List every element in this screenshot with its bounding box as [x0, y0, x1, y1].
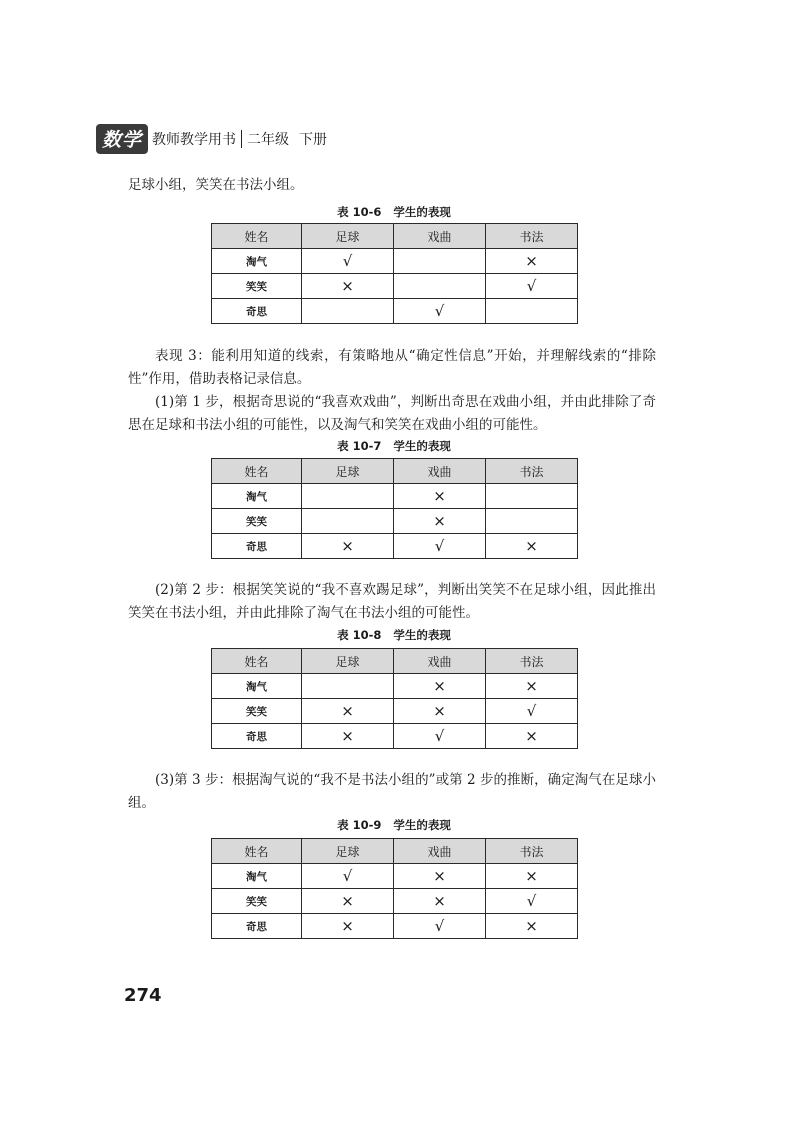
table-cell: ×: [486, 914, 578, 939]
table-10-7: [211, 458, 578, 559]
table-row: [212, 484, 578, 509]
table-10-8: [211, 648, 578, 749]
table-number: 表 10-6: [337, 205, 382, 219]
table-cell: ×: [394, 484, 486, 509]
student-name: 笑笑: [212, 509, 302, 534]
table-row: [212, 674, 578, 699]
table-cell: ×: [486, 674, 578, 699]
table-10-9-caption: [211, 817, 577, 833]
table-cell: ×: [486, 249, 578, 274]
table-cell: [486, 299, 578, 324]
header-calligraphy: 书法: [486, 839, 578, 864]
student-name: 笑笑: [212, 699, 302, 724]
table-cell: √: [394, 299, 486, 324]
table-row: [212, 249, 578, 274]
student-name: 奇思: [212, 299, 302, 324]
student-name: 奇思: [212, 724, 302, 749]
table-10-6: [211, 223, 578, 324]
table-cell: [302, 674, 394, 699]
paragraph-step-2: (2)第 2 步：根据笑笑说的“我不喜欢踢足球”，判断出笑笑不在足球小组，因此推出笑笑在书法小组，并由此排除了淘气在书法小组的可能性。: [128, 582, 656, 621]
table-cell: [302, 299, 394, 324]
table-cell: ×: [302, 889, 394, 914]
table-row: [212, 889, 578, 914]
table-row: [212, 914, 578, 939]
table-row: [212, 864, 578, 889]
table-cell: √: [394, 914, 486, 939]
table-cell: ×: [394, 889, 486, 914]
header-name: 姓名: [212, 649, 302, 674]
table-cell: √: [394, 724, 486, 749]
page-number: 274: [124, 985, 162, 1006]
header-calligraphy: 书法: [486, 649, 578, 674]
table-cell: [394, 274, 486, 299]
student-name: 淘气: [212, 674, 302, 699]
table-cell: ×: [486, 724, 578, 749]
table-row: [212, 299, 578, 324]
table-title: 学生的表现: [393, 205, 451, 219]
student-name: 淘气: [212, 484, 302, 509]
table-cell: ×: [394, 864, 486, 889]
header-opera: 戏曲: [394, 224, 486, 249]
header-name: 姓名: [212, 459, 302, 484]
subject-logo: 数学: [96, 124, 148, 154]
table-row: [212, 274, 578, 299]
header-football: 足球: [302, 839, 394, 864]
header-opera: 戏曲: [394, 839, 486, 864]
table-cell: ×: [394, 509, 486, 534]
table-cell: [302, 484, 394, 509]
student-name: 淘气: [212, 864, 302, 889]
table-cell: [302, 509, 394, 534]
table-row: [212, 509, 578, 534]
student-name: 笑笑: [212, 889, 302, 914]
header-calligraphy: 书法: [486, 224, 578, 249]
table-cell: ×: [302, 699, 394, 724]
paragraph-step-1: (1)第 1 步，根据奇思说的“我喜欢戏曲”，判断出奇思在戏曲小组，并由此排除了奇思在足球和书法小组的可能性，以及淘气和笑笑在戏曲小组的可能性。: [128, 394, 656, 433]
table-header-row: [212, 839, 578, 864]
paragraph-step-3: (3)第 3 步：根据淘气说的“我不是书法小组的”或第 2 步的推断，确定淘气在足球小组。: [128, 772, 656, 811]
student-name: 奇思: [212, 914, 302, 939]
table-cell: [394, 249, 486, 274]
table-cell: √: [486, 274, 578, 299]
header-name: 姓名: [212, 224, 302, 249]
table-cell: √: [486, 889, 578, 914]
table-header-row: [212, 224, 578, 249]
table-cell: √: [394, 534, 486, 559]
table-title: 学生的表现: [393, 818, 451, 832]
header-name: 姓名: [212, 839, 302, 864]
table-row: [212, 724, 578, 749]
intro-line: 足球小组，笑笑在书法小组。: [128, 177, 304, 193]
student-name: 奇思: [212, 534, 302, 559]
table-cell: √: [302, 864, 394, 889]
table-cell: ×: [302, 724, 394, 749]
header-calligraphy: 书法: [486, 459, 578, 484]
table-number: 表 10-9: [337, 818, 382, 832]
table-10-7-caption: [211, 438, 577, 454]
header-football: 足球: [302, 459, 394, 484]
header-opera: 戏曲: [394, 459, 486, 484]
table-cell: ×: [302, 274, 394, 299]
table-header-row: [212, 459, 578, 484]
table-cell: ×: [302, 534, 394, 559]
table-10-6-caption: [211, 204, 577, 220]
table-cell: [486, 484, 578, 509]
table-cell: ×: [486, 534, 578, 559]
volume-label: 下册: [299, 132, 328, 148]
student-name: 淘气: [212, 249, 302, 274]
header-opera: 戏曲: [394, 649, 486, 674]
table-cell: [486, 509, 578, 534]
header-divider: [241, 130, 242, 148]
header-football: 足球: [302, 224, 394, 249]
table-row: [212, 699, 578, 724]
table-10-8-caption: [211, 627, 577, 643]
table-number: 表 10-7: [337, 439, 382, 453]
table-cell: ×: [486, 864, 578, 889]
grade-label: 二年级: [247, 132, 290, 148]
table-cell: √: [486, 699, 578, 724]
running-header: [96, 126, 327, 152]
header-football: 足球: [302, 649, 394, 674]
table-header-row: [212, 649, 578, 674]
paragraph-performance-3: 表现 3：能利用知道的线索，有策略地从“确定性信息”开始，并理解线索的“排除性”作用，借助表格记录信息。: [128, 348, 656, 387]
student-name: 笑笑: [212, 274, 302, 299]
table-10-9: [211, 838, 578, 939]
table-cell: √: [302, 249, 394, 274]
table-number: 表 10-8: [337, 628, 382, 642]
book-title: 教师教学用书: [152, 132, 237, 148]
table-row: [212, 534, 578, 559]
table-cell: ×: [394, 674, 486, 699]
table-title: 学生的表现: [393, 628, 451, 642]
table-title: 学生的表现: [393, 439, 451, 453]
table-cell: ×: [302, 914, 394, 939]
table-cell: ×: [394, 699, 486, 724]
